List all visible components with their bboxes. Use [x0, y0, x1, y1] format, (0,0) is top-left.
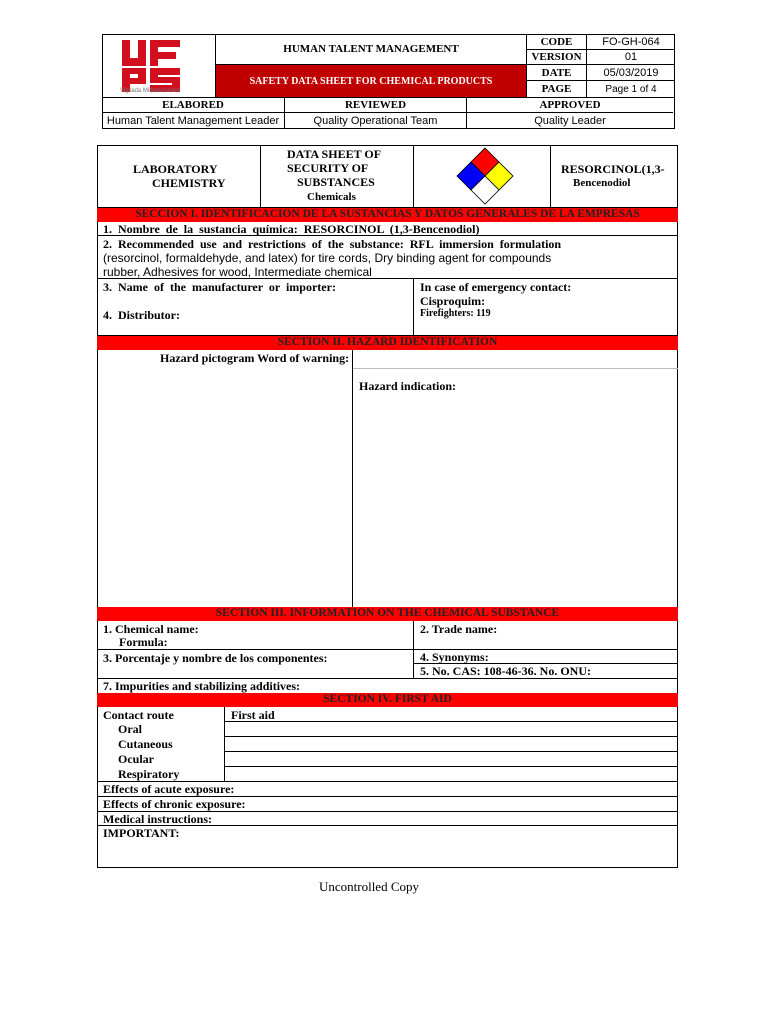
route-cutaneous: Cutaneous: [118, 737, 173, 751]
meta-code-label: CODE: [527, 34, 587, 50]
section3-row2: [97, 650, 678, 679]
ds-line3: SUBSTANCES: [297, 175, 375, 189]
chronic-exposure: Effects of chronic exposure:: [97, 796, 678, 811]
item2-recommended-use: [97, 236, 678, 279]
first-aid-header: First aid: [231, 708, 275, 722]
emergency-cell: [414, 279, 678, 335]
components-cell: [97, 650, 414, 678]
hazard-indication-label: Hazard indication:: [359, 379, 457, 393]
section2-header: SECTION II. HAZARD IDENTIFICATION: [97, 336, 678, 350]
hazard-indication-cell: [353, 350, 678, 607]
first-aid-row-line: [225, 751, 678, 752]
emergency-contact: Cisproquim:: [420, 294, 486, 308]
contact-route-header: Contact route: [103, 708, 174, 722]
chemical-name-cell: [97, 621, 414, 649]
lab-line2: CHEMISTRY: [152, 176, 226, 190]
route-oral: Oral: [118, 722, 142, 736]
meta-table: [526, 34, 675, 97]
reviewed-value: Quality Operational Team: [285, 113, 467, 129]
section3-row1: [97, 621, 678, 650]
hazard-divider: [353, 368, 678, 369]
manufacturer-row: [97, 279, 678, 336]
lab-title: [97, 145, 261, 207]
section4-header: SECTION IV. FIRST AID: [97, 693, 678, 707]
acute-exposure: Effects of acute exposure:: [97, 781, 678, 796]
approved-value: Quality Leader: [534, 115, 606, 127]
firefighters-number: Firefighters: 119: [420, 308, 491, 319]
synonyms-label: 4. Synonyms:: [420, 650, 489, 664]
logo-tagline: Vigilada Mineducación: [120, 88, 180, 94]
item2-bold-text: 2. Recommended use and restrictions of the substance: RFL immersion formulation: [103, 237, 562, 251]
meta-page-label: PAGE: [527, 81, 587, 97]
elaborated-label: ELABORED: [102, 98, 285, 113]
ds-title: [261, 145, 414, 207]
sheet-title-row: [97, 145, 678, 208]
route-ocular: Ocular: [118, 752, 154, 766]
formula-label: Formula:: [119, 635, 168, 649]
meta-page-value: Page 1 of 4: [605, 83, 657, 95]
item2-line2: (resorcinol, formaldehyde, and latex) for tire cords, Dry binding agent for compounds: [103, 251, 552, 265]
document-subtitle: SAFETY DATA SHEET FOR CHEMICAL PRODUCTS: [216, 65, 526, 97]
meta-code-value: FO-GH-064: [587, 34, 675, 50]
emergency-label: In case of emergency contact:: [420, 280, 572, 294]
reviewed-label: REVIEWED: [285, 98, 467, 113]
route-respiratory: Respiratory: [118, 767, 180, 781]
document-title: HUMAN TALENT MANAGEMENT: [216, 34, 526, 65]
section3-header: SECTION III. INFORMATION ON THE CHEMICAL SUBSTANCE: [97, 607, 678, 621]
section1-header: SECCION I. IDENTIFICACION DE LA SUSTANCIAS Y DATOS GENERALES DE LA EMPRESAS: [97, 208, 678, 222]
approvals-row: [102, 97, 675, 129]
meta-version-value: 01: [587, 50, 675, 65]
ds-line2: SECURITY OF: [287, 161, 369, 175]
item2-line3: rubber, Adhesives for wood, Intermediate chemical: [103, 265, 372, 279]
first-aid-row-line: [225, 736, 678, 737]
item3-manufacturer: 3. Name of the manufacturer or importer:: [103, 280, 336, 294]
nfpa-cell: [414, 145, 551, 207]
ds-line1: DATA SHEET OF: [287, 147, 382, 161]
chemical-name-label: 1. Chemical name:: [103, 622, 199, 636]
synonyms-cell: [414, 650, 678, 664]
item4-distributor: 4. Distributor:: [103, 308, 180, 322]
first-aid-table: [97, 707, 678, 781]
first-aid-row-line: [225, 766, 678, 767]
logo-cell: [102, 34, 216, 97]
uncontrolled-copy-footer: Uncontrolled Copy: [318, 879, 419, 894]
hazard-pictogram-cell: [97, 350, 353, 607]
substance-line2: Bencenodiol: [573, 177, 631, 189]
trade-name-label: 2. Trade name:: [420, 622, 498, 636]
meta-version-label: VERSION: [527, 50, 587, 65]
substance-title: [551, 145, 678, 207]
nfpa-diamond-icon: [455, 146, 515, 206]
substance-line1: RESORCINOL(1,3-: [561, 162, 665, 176]
hazard-area: [97, 350, 678, 607]
first-aid-row-line: [225, 721, 678, 722]
cas-number: 5. No. CAS: 108-46-36. No. ONU:: [420, 664, 591, 678]
meta-date-label: DATE: [527, 65, 587, 81]
medical-instructions: Medical instructions:: [97, 811, 678, 825]
components-label: 3. Porcentaje y nombre de los componentes:: [103, 651, 328, 665]
manufacturer-cell: [97, 279, 414, 335]
lab-line1: LABORATORY: [133, 162, 218, 176]
important-note: IMPORTANT:: [97, 825, 678, 868]
ds-line4: Chemicals: [307, 191, 356, 203]
approved-label: APPROVED: [467, 98, 673, 113]
item1-chemical-name: 1. Nombre de la sustancia química: RESORCINOL (1,3-Bencenodiol): [97, 222, 678, 236]
impurities-label: 7. Impurities and stabilizing additives:: [103, 679, 301, 693]
hazard-pictogram-label: Hazard pictogram Word of warning:: [160, 351, 350, 365]
meta-date-value: 05/03/2019: [587, 65, 675, 81]
elaborated-value: Human Talent Management Leader: [102, 113, 285, 129]
